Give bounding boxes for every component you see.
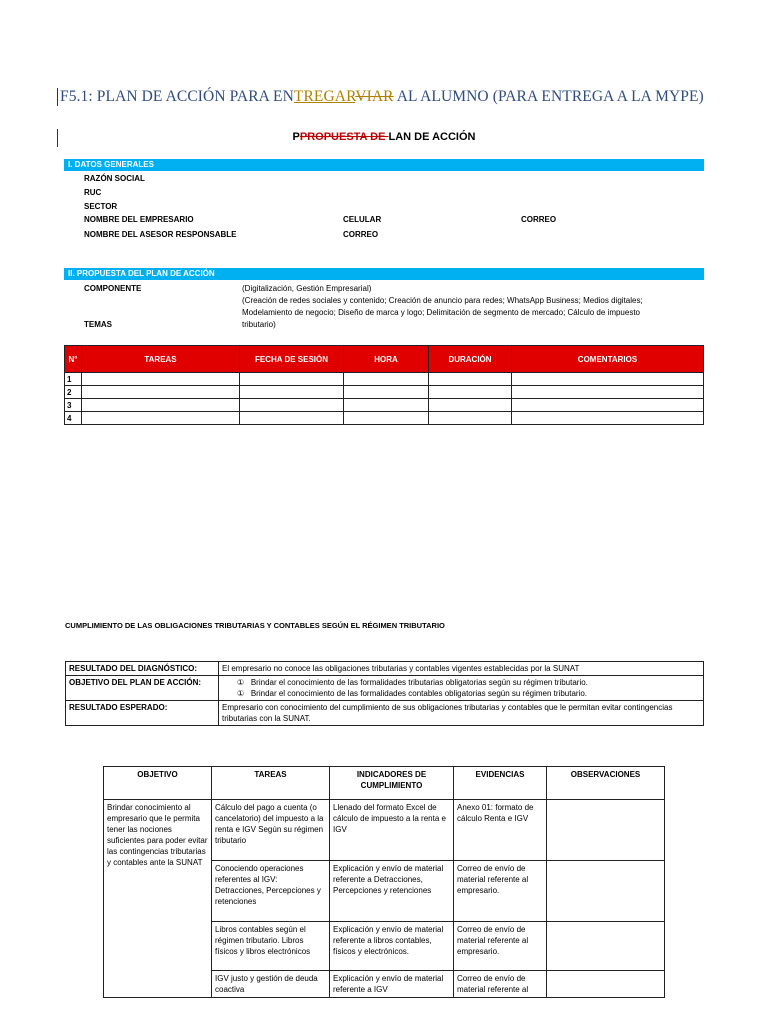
inserted-text: TREGAR: [293, 88, 356, 105]
table-row: [65, 386, 704, 399]
table-row: [65, 412, 704, 425]
evidencia-cell: Correo de envío de material referente al empresario.: [454, 861, 547, 922]
objetivo-item: Brindar el conocimiento de las formalidades tributarias obligatorias según su régimen tributario.: [250, 678, 588, 687]
objetivo-list: [219, 676, 704, 701]
cumplimiento-heading: CUMPLIMIENTO DE LAS OBLIGACIONES TRIBUTARIAS Y CONTABLES SEGÚN EL RÉGIMEN TRIBUTARIO: [65, 621, 445, 630]
col-hora: HORA: [344, 346, 429, 373]
evidencia-cell: Correo de envío de material referente al empresario.: [454, 922, 547, 971]
cell[interactable]: [82, 412, 240, 425]
section-datos-generales: I. DATOS GENERALES: [64, 159, 704, 171]
row-number: 4: [65, 412, 82, 425]
temas-line: tributario): [242, 320, 276, 329]
cursor-bar: [57, 88, 58, 106]
table-row: [66, 662, 704, 676]
table-header-row: [104, 767, 665, 800]
cell[interactable]: [512, 412, 704, 425]
diagnostico-value: El empresario no conoce las obligaciones tributarias y contables vigentes establecidas por la SUNAT: [219, 662, 704, 676]
col-comentarios: COMENTARIOS: [512, 346, 704, 373]
bullet-icon: ①: [237, 689, 245, 698]
table-row: [65, 373, 704, 386]
col-indicadores: INDICADORES DE CUMPLIMIENTO: [330, 767, 454, 800]
cell[interactable]: [344, 412, 429, 425]
componente-value: (Digitalización, Gestión Empresarial): [242, 284, 372, 293]
col-evidencias: EVIDENCIAS: [454, 767, 547, 800]
bullet-icon: ①: [237, 678, 245, 687]
deleted-text: VIAR: [355, 88, 394, 105]
col-numero: N°: [65, 346, 82, 373]
cell[interactable]: [344, 386, 429, 399]
tarea-cell: Libros contables según el régimen tributario. Libros físicos y libros electrónicos: [212, 922, 330, 971]
cell[interactable]: [82, 399, 240, 412]
label-ruc: RUC: [84, 188, 102, 197]
row-number: 1: [65, 373, 82, 386]
label-componente: COMPONENTE: [84, 284, 142, 293]
col-tareas: TAREAS: [82, 346, 240, 373]
cell[interactable]: [240, 399, 344, 412]
evidencia-cell: Correo de envío de material referente al: [454, 971, 547, 998]
label-resultado: RESULTADO ESPERADO:: [66, 701, 219, 726]
cell[interactable]: [512, 373, 704, 386]
label-razon-social: RAZÓN SOCIAL: [84, 174, 145, 183]
cell[interactable]: [82, 386, 240, 399]
label-correo: CORREO: [521, 215, 557, 224]
evidencia-cell: Anexo 01: formato de cálculo Renta e IGV: [454, 800, 547, 861]
indicador-cell: Explicación y envío de material referente a Detracciones, Percepciones y retenciones: [330, 861, 454, 922]
section-propuesta: II. PROPUESTA DEL PLAN DE ACCIÓN: [64, 268, 704, 280]
table-row: [66, 676, 704, 701]
table-row: [65, 399, 704, 412]
row-number: 3: [65, 399, 82, 412]
table-row: [104, 800, 665, 861]
cell[interactable]: [429, 412, 512, 425]
resultado-value: Empresario con conocimiento del cumplimiento de sus obligaciones tributarias y contables que le permitan evitar contingencias tributarias con la SUNAT.: [219, 701, 704, 726]
document-title: F5.1: PLAN DE ACCIÓN PARA ENTREGARVIAR AL ALUMNO (PARA ENTREGA A LA MYPE): [60, 88, 704, 105]
temas-line: (Creación de redes sociales y contenido; Creación de anuncio para redes; WhatsApp Business; Medios digitales;: [242, 296, 643, 305]
cell[interactable]: [240, 412, 344, 425]
table-header-row: [65, 346, 704, 373]
cell[interactable]: [344, 399, 429, 412]
table-row: [66, 701, 704, 726]
temas-line: Modelamiento de negocio; Diseño de marca y logo; Delimitación de segmento de mercado; Cálculo de impuesto: [242, 308, 640, 317]
col-objetivo: OBJETIVO: [104, 767, 212, 800]
plan-subtitle: PPROPUESTA DE LAN DE ACCIÓN: [292, 131, 476, 143]
label-asesor: NOMBRE DEL ASESOR RESPONSABLE: [84, 230, 237, 239]
indicador-cell: Llenado del formato Excel de cálculo de impuesto a la renta e IGV: [330, 800, 454, 861]
col-observaciones: OBSERVACIONES: [547, 767, 665, 800]
row-number: 2: [65, 386, 82, 399]
label-temas: TEMAS: [84, 320, 112, 329]
indicador-cell: Explicación y envío de material referente a libros contables, físicos y electrónicos.: [330, 922, 454, 971]
observacion-cell[interactable]: [547, 971, 665, 998]
label-diagnostico: RESULTADO DEL DIAGNÓSTICO:: [66, 662, 219, 676]
label-celular: CELULAR: [343, 215, 382, 224]
observacion-cell[interactable]: [547, 922, 665, 971]
cell[interactable]: [240, 386, 344, 399]
col-tareas: TAREAS: [212, 767, 330, 800]
objectives-table: [103, 766, 665, 998]
cell[interactable]: [429, 386, 512, 399]
observacion-cell[interactable]: [547, 861, 665, 922]
col-fecha: FECHA DE SESIÓN: [240, 346, 344, 373]
cell[interactable]: [429, 373, 512, 386]
col-duracion: DURACIÓN: [429, 346, 512, 373]
cell[interactable]: [512, 386, 704, 399]
list-item: [237, 677, 700, 688]
tarea-cell: IGV justo y gestión de deuda coactiva: [212, 971, 330, 998]
cell[interactable]: [429, 399, 512, 412]
cell[interactable]: [512, 399, 704, 412]
objetivo-item: Brindar el conocimiento de las formalidades contables obligatorias según su régimen tributario.: [250, 689, 588, 698]
cell[interactable]: [82, 373, 240, 386]
tarea-cell: Cálculo del pago a cuenta (o cancelatorio) del impuesto a la renta e IGV Según su régimen tributario: [212, 800, 330, 861]
cell[interactable]: [344, 373, 429, 386]
observacion-cell[interactable]: [547, 800, 665, 861]
sessions-table: [64, 345, 704, 425]
label-objetivo: OBJETIVO DEL PLAN DE ACCIÓN:: [66, 676, 219, 701]
cell[interactable]: [240, 373, 344, 386]
diagnosis-table: [65, 661, 704, 726]
objetivo-cell: Brindar conocimiento al empresario que le permita tener las nociones suficientes para poder evitar las contingencias tributarias y contables ante la SUNAT: [104, 800, 212, 998]
label-sector: SECTOR: [84, 202, 118, 211]
indicador-cell: Explicación y envío de material referente a IGV: [330, 971, 454, 998]
deleted-text: PROPUESTA DE: [299, 131, 389, 143]
list-item: [237, 688, 700, 699]
tarea-cell: Conociendo operaciones referentes al IGV: Detracciones, Percepciones y retenciones: [212, 861, 330, 922]
label-empresario: NOMBRE DEL EMPRESARIO: [84, 215, 194, 224]
label-correo-asesor: CORREO: [343, 230, 379, 239]
